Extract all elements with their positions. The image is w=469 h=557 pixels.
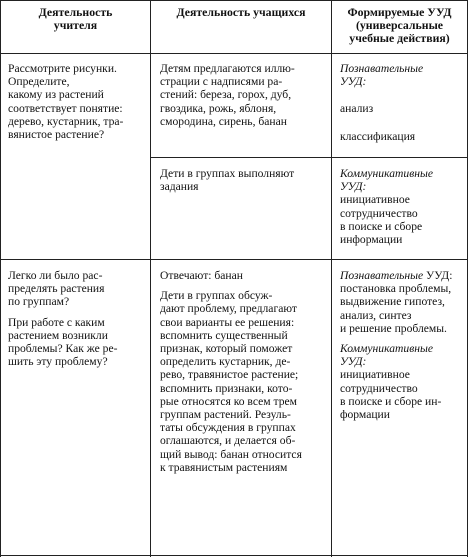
uud-cognitive-label: Познавательные [340,269,424,282]
text-line: вспомнить существенный [160,328,288,342]
text-line: стений: береза, горох, дуб, [160,88,292,102]
text-line: сотрудничество [340,206,418,220]
text-line: щий вывод: банан относится [160,447,302,461]
text-line: Коммуникативные [340,342,433,356]
text-line: свои варианты ее решения: [160,315,295,329]
text-line: инициативное [340,193,410,207]
text-line: учителя [53,18,98,32]
text-line: рево, травянистое растение; [160,368,299,382]
text-line: Детям предлагаются иллю- [160,62,295,75]
text-line: анализ, синтез [340,308,412,322]
text-line: При работе с каким [8,315,105,329]
row-divider-1 [150,157,468,158]
text-line: формации [340,408,390,422]
table-border-right [467,0,468,557]
text-line: УУД: [340,180,367,194]
text-line: в поиске и сборе ин- [340,394,442,408]
text-line: шить эту проблему? [8,355,108,369]
table-border-bottom [0,555,468,556]
text-line: определить кустарник, де- [160,355,291,369]
text-line: УУД: [340,355,367,369]
column-divider-2 [331,0,332,557]
row3-students [160,269,330,474]
text-line: какому из растений [8,88,104,102]
column-divider-1 [150,0,151,557]
text-line: Дети в группах обсуж- [160,289,273,303]
text-line: задания [160,180,199,194]
text-line: рые относятся ко всем трем [160,394,297,408]
header-teacher [1,6,150,32]
row3-teacher [8,269,148,368]
table-border-left [0,0,1,557]
text-line: Деятельность учащихся [176,5,306,19]
text-line: дерево, кустарник, тра- [8,114,124,128]
text-line: сотрудничество [340,381,418,395]
text-line: Деятельность [38,5,113,19]
text-line: Дети в группах выполняют [160,167,295,180]
text-line: в поиске и сборе [340,219,423,233]
text-line: к травянистым растениям [160,460,288,474]
text-line: Познавательные [340,62,424,75]
text-line: таты обсуждения в группах [160,421,296,435]
row2-students [160,167,330,193]
text-line: выдвижение гипотез, [340,295,445,309]
text-line: и решение проблемы. [340,321,447,335]
uud-cognitive-suffix: УУД: [423,269,453,282]
row3-uud [340,269,466,421]
text-line: Определите, [8,75,70,89]
text-line: смородина, сирень, банан [160,114,287,128]
text-line: Рассмотрите рисунки. [8,62,117,75]
text-line: учебные действия) [349,31,450,45]
text-line: растением возникли [8,328,108,342]
header-uud [332,6,467,45]
text-line: (универсальные [355,18,444,32]
text-line: по группам? [8,295,70,309]
text-line: анализ [340,102,374,116]
row1-uud [340,62,466,143]
text-line: постановка проблемы, [340,282,452,296]
text-line: оглашаются, и делается об- [160,434,296,448]
text-line: проблемы? Как же ре- [8,342,118,356]
row1-teacher [8,62,148,141]
text-line: признак, который поможет [160,342,293,356]
text-line: классификация [340,129,416,143]
text-line: Коммуникативные [340,167,433,180]
header-divider [0,53,468,54]
text-line: пределять растения [8,282,105,296]
text-line: страции с надписями ра- [160,75,283,89]
row2-uud [340,167,466,246]
text-line: инициативное [340,368,410,382]
header-students [151,6,331,19]
text-line: вспомнить признаки, кото- [160,381,293,395]
row1-students [160,62,330,128]
text-line: Отвечают: банан [160,269,243,282]
text-line: соответствует понятие: [8,101,123,115]
text-line: гвоздика, рожь, яблоня, [160,101,277,115]
table-border-top [0,0,468,1]
text-line: УУД: [340,75,367,89]
text-line: Легко ли было рас- [8,269,103,282]
text-line: информации [340,233,403,247]
text-line: дают проблему, предлагают [160,302,297,316]
row-divider-2 [0,259,468,260]
text-line: вянистое растение? [8,128,105,142]
text-line: Формируемые УУД [347,5,452,19]
text-line: группам растений. Резуль- [160,408,291,422]
